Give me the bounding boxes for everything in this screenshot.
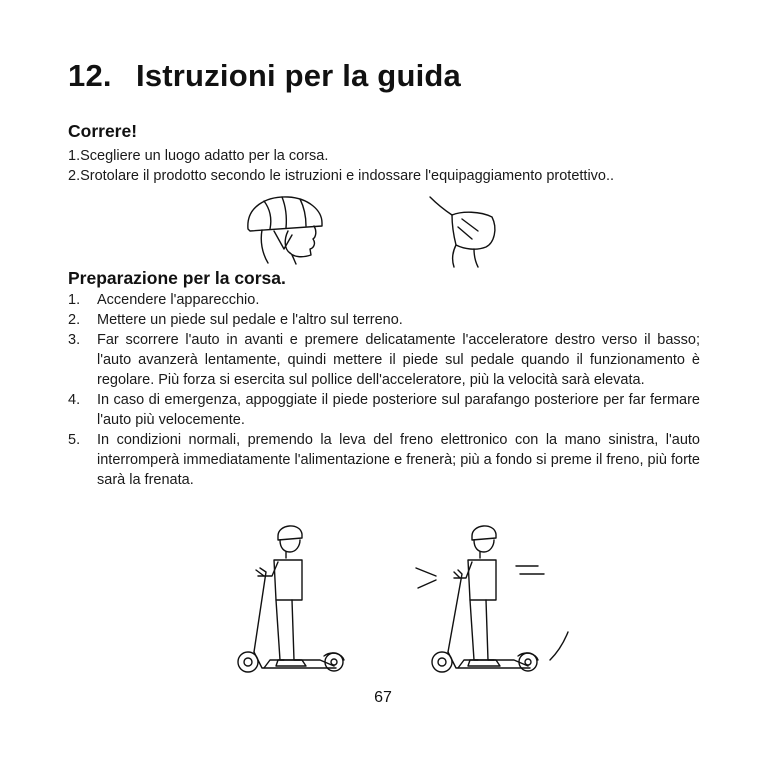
- page-number: 67: [374, 689, 392, 706]
- list-item: 1. Accendere l'apparecchio.: [68, 292, 260, 308]
- list-item: 5. In condizioni normali, premendo la leva del freno elettronico con la mano sinistra, l'auto interromperà immediatamente l'alimentazione e frenerà; più a fondo si preme il freno, più forte sarà la frenata.: [68, 432, 700, 488]
- list-item: 4. In caso di emergenza, appoggiate il piede posteriore sul parafango posteriore per far fermare l'auto più velocemente.: [68, 392, 700, 428]
- list-item: 3. Far scorrere l'auto in avanti e premere delicatamente l'acceleratore destro verso il basso; l'auto avanzerà lentamente, quindi mettere il piede sul pedale quando il funzionamento è regolare. Più forza si esercita sul pollice dell'acceleratore, più la velocità sarà elevata.: [68, 332, 700, 388]
- page-title: [68, 58, 461, 94]
- heading-correre: Correre!: [68, 121, 138, 141]
- helmet-head-icon: [240, 193, 330, 265]
- rider-moving-icon: [414, 520, 574, 680]
- intro-step-2: 2.Srotolare il prodotto secondo le istruzioni e indossare l'equipaggiamento protettivo..: [68, 168, 615, 184]
- knee-pad-icon: [428, 193, 500, 269]
- section-title-text: Istruzioni per la guida: [136, 58, 461, 93]
- rider-standing-icon: [228, 520, 358, 680]
- heading-preparazione: Preparazione per la corsa.: [68, 268, 286, 288]
- section-number: 12.: [68, 58, 112, 93]
- list-item: 2. Mettere un piede sul pedale e l'altro sul terreno.: [68, 312, 403, 328]
- preparation-steps: [68, 290, 700, 490]
- intro-step-1: 1.Scegliere un luogo adatto per la corsa.: [68, 148, 329, 164]
